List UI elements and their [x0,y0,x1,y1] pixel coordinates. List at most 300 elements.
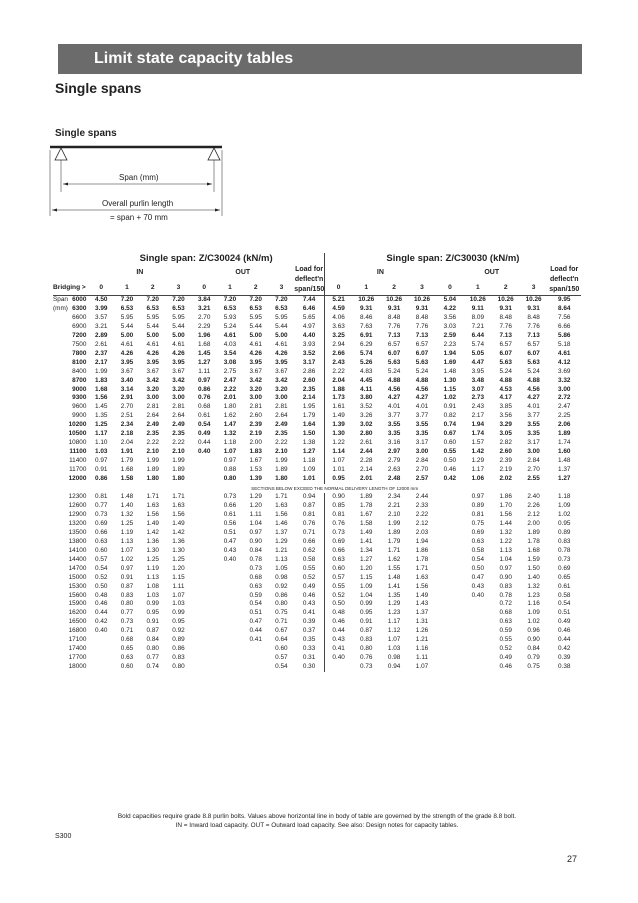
table-cell: 2.94 [324,341,352,350]
span-value: 13500 [68,528,87,536]
table-cell: 7.21 [471,322,485,330]
span-cell [53,627,88,636]
bridging-col-header: 2 [243,281,269,296]
span-diagram [44,140,244,230]
table-cell: 0.77 [146,654,159,662]
section-banner: Limit state capacity tables [58,44,582,74]
bridging-col-header: 2 [492,281,520,296]
table-cell: 0.46 [324,618,352,627]
span-cell [53,466,88,475]
span-cell [53,556,88,565]
table-cell: 0.85 [324,502,352,511]
table-cell [191,556,217,565]
table-cell: 0.99 [172,609,185,617]
table-cell: 1.35 [387,591,401,599]
table-cell: 1.56 [95,394,108,402]
table-cell: 5.44 [275,322,288,330]
table-cell: 1.45 [95,403,108,411]
table-cell: 1.74 [471,430,485,438]
table-cell: 2.60 [302,376,316,384]
table-cell: 0.88 [223,466,237,474]
table-cell: 0.80 [172,663,185,671]
table-cell: 2.44 [360,448,373,456]
table-cell: 0.43 [324,636,352,645]
table-cell: 0.78 [499,591,512,599]
table-cell: 1.25 [120,519,134,527]
table-cell: 10.26 [414,296,430,303]
table-cell: 0.44 [95,609,108,617]
table-cell: 1.61 [324,403,352,412]
span-value: 8100 [72,358,87,366]
table-cell: 0.30 [302,663,316,671]
table-cell: 1.23 [387,609,401,617]
table-cell: 3.69 [558,367,571,375]
table-cell: 4.26 [120,349,134,357]
table-cell [436,627,464,636]
table-cell: 0.71 [275,618,288,626]
table-cell: 2.22 [146,439,159,447]
table-cell: 2.23 [443,340,457,348]
table-cell: 1.16 [415,645,429,653]
table-cell: 1.08 [146,582,159,590]
table-cell: 1.17 [471,466,485,474]
table-cell: 1.79 [302,412,316,420]
table-cell: 4.61 [249,340,262,348]
table-cell: 3.05 [499,430,512,438]
table-cell: 1.78 [360,501,373,509]
table-cell: 5.93 [223,313,237,321]
table-cell: 2.03 [415,528,429,536]
table-cell: 0.61 [223,510,237,518]
table-cell: 0.90 [499,573,512,581]
table-cell: 1.30 [324,430,352,439]
table-cell [88,636,114,645]
table-cell: 1.34 [360,546,373,554]
table-cell: 0.83 [558,537,571,545]
table-cell: 3.29 [499,421,512,429]
table-cell [88,663,114,672]
table-cell: 1.11 [172,582,185,590]
span-value: 11400 [69,457,87,465]
table-cell: 2.72 [558,394,571,402]
table-cell: 0.49 [197,430,211,438]
table-cell: 0.78 [558,546,571,554]
table-row [53,430,581,439]
table-cell: 5.86 [558,331,571,339]
table-cell: 1.48 [120,493,134,501]
table-cell: 0.73 [249,564,262,572]
span-value: 8400 [72,367,87,375]
span-value: 11100 [69,448,87,456]
table-cell: 1.25 [172,555,185,563]
table-cell: 1.49 [324,412,352,421]
table-cell: 7.63 [360,322,373,330]
table-cell: 3.95 [471,367,485,375]
span-value: 16800 [68,627,87,635]
table-cell: 2.48 [387,475,401,483]
table-cell: 2.10 [172,448,185,456]
table-cell: 0.73 [558,555,571,563]
table-cell: 3.95 [172,358,185,366]
span-cell [53,377,88,386]
table-cell: 1.99 [172,457,185,465]
table-cell: 0.87 [120,582,134,590]
table-cell: 3.07 [471,385,485,393]
table-cell: 4.27 [527,394,540,402]
table-cell: 7.13 [415,331,429,339]
table-cell: 0.57 [95,555,108,563]
table-cell: 1.22 [499,537,512,545]
table-cell [191,475,217,484]
table-cell: 2.22 [415,510,429,518]
bridging-col-header: 1 [217,281,243,296]
span-cell [53,547,88,556]
span-cell [53,583,88,592]
table-cell: 1.42 [172,528,185,536]
table-cell: 1.32 [120,510,134,518]
table-cell [191,502,217,511]
span-value: 10500 [68,430,87,438]
span-cell [53,529,88,538]
table-cell: 5.95 [120,313,134,321]
table-cell: 3.00 [275,394,288,402]
table-cell: 1.74 [558,439,571,447]
table-cell: 2.00 [249,439,262,447]
table-cell: 1.91 [120,448,134,456]
span-value: 17400 [68,645,87,653]
table-cell: 5.74 [360,349,373,357]
table-cell: 1.89 [172,466,185,474]
table-cell: 6.57 [499,340,512,348]
table-cell: 5.65 [302,313,316,321]
table-cell: 1.07 [387,636,401,644]
table-cell: 1.71 [146,493,159,501]
table-cell: 4.12 [558,358,571,366]
table-cell: 3.00 [558,385,571,393]
table-cell: 3.55 [415,421,429,429]
table-cell: 3.67 [172,367,185,375]
table-cell: 1.18 [302,457,316,465]
table-cell: 6.46 [302,304,316,312]
table-cell: 7.13 [499,331,512,339]
table-cell [217,592,243,601]
table-cell: 7.20 [223,296,237,303]
span-cell [53,332,88,341]
table-cell: 1.55 [387,564,401,572]
table-cell [464,663,492,672]
table-cell: 1.02 [443,394,457,402]
table-cell: 0.76 [302,519,316,527]
table-cell: 0.44 [249,627,262,635]
span-value: 7500 [72,340,87,348]
table-cell: 2.02 [499,475,512,483]
capacity-table [53,253,581,672]
table-cell: 2.81 [146,403,159,411]
span-value: 16500 [68,618,87,626]
span-cell [53,538,88,547]
span-cell [53,457,88,466]
table-cell: 3.42 [172,376,185,384]
table-cell: 1.71 [387,546,401,554]
span-value: 6300 [72,304,87,312]
page-number: 27 [567,854,578,864]
table-cell: 1.89 [387,528,401,536]
bridging-col-header: 0 [324,281,352,296]
table-cell: 3.95 [249,358,262,366]
table-cell: 2.04 [324,377,352,386]
table-cell: 0.37 [302,627,316,635]
table-cell: 0.76 [360,654,373,662]
table-row [53,547,581,556]
span-value: 6600 [72,313,87,321]
table-cell: 9.31 [387,304,401,312]
table-cell [191,618,217,627]
table-cell: 1.04 [499,555,512,563]
right-support-icon [208,148,220,160]
table-cell: 1.49 [146,519,159,527]
table-cell: 7.20 [249,296,262,303]
table-cell: 1.25 [95,421,108,429]
table-cell: 0.84 [527,645,540,653]
table-cell: 0.68 [120,636,134,644]
table-cell: 10.26 [386,296,403,303]
table-cell: 1.59 [527,555,540,563]
table-cell: 4.45 [360,376,373,384]
table-cell: 3.99 [95,304,108,312]
table-cell: 5.44 [120,322,134,330]
table-cell: 1.40 [120,501,134,509]
table-cell: 1.37 [275,528,288,536]
table-cell: 2.19 [499,466,512,474]
table-cell: 2.73 [471,394,485,402]
table-cell: 0.58 [471,546,485,554]
table-cell: 1.03 [95,448,108,456]
table-cell: 0.86 [197,385,211,393]
table-cell: 5.63 [499,358,512,366]
table-cell [88,645,114,654]
table-cell: 1.68 [527,546,540,554]
table-cell: 2.40 [527,493,540,501]
table-cell: 1.05 [275,564,288,572]
table-cell: 0.44 [558,636,571,644]
table-cell: 4.26 [172,349,185,357]
span-value: 13200 [68,519,87,527]
table-cell: 1.79 [387,537,401,545]
table-cell: 0.52 [302,573,316,581]
table-cell: 0.89 [172,636,185,644]
table-cell: 0.63 [120,654,134,662]
table-cell: 1.95 [302,403,316,411]
table-cell: 1.71 [415,564,429,572]
table-cell: 3.20 [146,385,159,393]
span-value: 12300 [68,493,87,501]
table-cell: 4.97 [302,322,316,330]
table-cell: 1.64 [302,421,316,429]
table-cell: 0.69 [324,538,352,547]
table-cell: 0.60 [443,439,457,447]
table-cell: 0.71 [302,528,316,536]
table-cell: 0.55 [499,636,512,644]
table-cell: 0.94 [302,493,316,501]
table-cell: 2.49 [275,421,288,429]
table-cell: 4.26 [249,349,262,357]
table-cell: 4.27 [415,394,429,402]
table-cell: 3.25 [324,332,352,341]
table-cell: 1.68 [197,340,211,348]
table-cell: 2.22 [172,439,185,447]
table-cell: 0.41 [302,609,316,617]
table-cell: 0.83 [360,636,373,644]
table-cell: 5.00 [172,331,185,339]
table-cell: 0.68 [499,609,512,617]
span-cell [53,359,88,368]
table-cell: 0.89 [471,501,485,509]
table-cell: 0.90 [527,636,540,644]
table-cell: 0.50 [443,457,457,465]
table-cell: 3.21 [95,322,108,330]
table-cell: 8.64 [558,304,571,312]
table-cell: 3.32 [558,376,571,384]
table-cell: 2.57 [415,475,429,483]
table-cell: 1.62 [223,412,237,420]
table-row [53,502,581,511]
table-cell: 6.53 [120,304,134,312]
table-cell: 1.01 [324,466,352,475]
table-cell: 0.50 [471,564,485,572]
table-cell: 1.89 [527,528,540,536]
table-cell: 2.06 [558,421,571,429]
table-cell: 4.01 [387,403,401,411]
table-cell: 7.76 [387,322,401,330]
table-cell: 1.36 [172,537,185,545]
span-cell [53,350,88,359]
table-cell [243,645,269,654]
table-cell: 0.98 [387,654,401,662]
table-cell: 5.95 [172,313,185,321]
table-cell: 1.89 [558,430,571,438]
table-cell: 0.46 [302,591,316,599]
table-cell: 0.73 [95,510,108,518]
table-cell: 3.54 [223,349,237,357]
table-cell: 2.28 [360,457,373,465]
table-cell: 8.48 [499,313,512,321]
table-cell: 0.97 [197,376,211,384]
table-cell: 1.43 [415,600,429,608]
table-cell: 1.49 [360,528,373,536]
table-cell: 1.68 [95,385,108,393]
table-cell: 4.01 [527,403,540,411]
table-cell: 0.80 [146,645,159,653]
table-row [53,466,581,475]
table-row [53,368,581,377]
table-cell: 2.44 [415,493,429,501]
table-cell [217,654,243,663]
table-cell: 1.15 [443,385,457,393]
table-row [53,565,581,574]
table-cell [436,538,464,547]
table-cell: 6.44 [471,331,485,339]
table-cell [191,529,217,538]
table-cell: 5.24 [223,322,237,330]
table-cell: 0.74 [443,421,457,429]
table-cell: 1.21 [415,636,429,644]
table-cell: 3.77 [387,412,401,420]
table-cell: 2.37 [95,349,108,357]
span-value: 9000 [72,385,87,393]
table-cell: 1.09 [558,501,571,509]
table-cell: 0.97 [95,457,108,465]
in-header-right: IN [324,265,436,281]
table-cell: 2.55 [527,475,540,483]
table-cell: 1.20 [249,501,262,509]
table-cell: 0.75 [275,609,288,617]
table-cell: 0.59 [499,627,512,635]
table-row [53,403,581,412]
table-cell: 1.49 [172,519,185,527]
table-cell: 0.52 [95,573,108,581]
table-cell: 7.76 [499,322,512,330]
table-cell: 1.13 [275,555,288,563]
table-cell: 5.44 [146,322,159,330]
table-cell: 2.35 [302,385,316,393]
table-cell: 0.75 [527,663,540,671]
table-cell: 3.67 [275,367,288,375]
table-cell: 0.55 [302,564,316,572]
table-cell: 0.63 [471,537,485,545]
table-cell: 0.87 [360,627,373,635]
table-cell: 8.48 [415,313,429,321]
table-cell [217,627,243,636]
table-cell [436,502,464,511]
table-cell: 3.56 [499,412,512,420]
table-cell: 1.32 [223,430,237,438]
span-value: 15300 [68,582,87,590]
table-cell: 4.22 [443,304,457,312]
table-cell: 0.65 [558,573,571,581]
table-cell: 3.63 [324,323,352,332]
table-cell: 5.24 [387,367,401,375]
table-cell: 0.54 [471,555,485,563]
table-cell: 2.01 [223,394,237,402]
deflection-header-right: Load for deflect'n span/150 [548,265,581,296]
table-cell: 0.73 [324,529,352,538]
table-cell: 1.63 [415,573,429,581]
table-cell: 4.88 [499,376,512,384]
table-cell: 2.49 [172,421,185,429]
table-cell: 10.26 [525,296,542,303]
table-cell: 0.61 [558,582,571,590]
table-cell: 1.29 [387,600,401,608]
table-cell: 0.41 [324,645,352,654]
table-cell: 0.63 [499,618,512,626]
table-cell [436,493,464,502]
table-row [53,296,581,305]
table-cell [191,574,217,583]
table-cell: 4.88 [527,376,540,384]
table-cell: 10.26 [358,296,375,303]
table-cell: 0.99 [360,600,373,608]
table-cell: 3.21 [197,304,211,312]
table-cell: 2.21 [387,501,401,509]
table-cell: 1.89 [360,493,373,501]
table-cell: 5.95 [275,313,288,321]
table-cell: 2.12 [527,510,540,518]
table-cell: 3.00 [249,394,262,402]
table-cell: 1.36 [146,537,159,545]
table-cell [217,663,243,672]
table-cell: 0.95 [146,609,159,617]
table-cell: 5.44 [249,322,262,330]
